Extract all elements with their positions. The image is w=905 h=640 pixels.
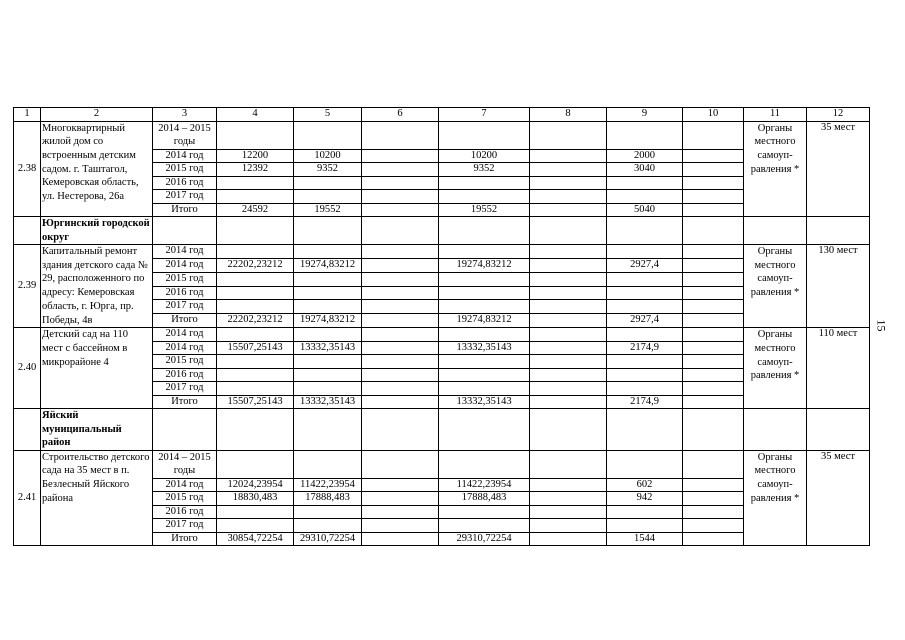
object-description: Капитальный ремонт здания детского сада № 29, расположенного по адресу: Кемеровская область, г. Юрга, пр. Победы, 4в xyxy=(41,245,153,328)
federal-funds xyxy=(294,368,362,382)
subsidy xyxy=(439,176,530,190)
total-cost: 15507,25143 xyxy=(217,341,294,355)
empty-cell xyxy=(530,505,607,519)
federal-funds: 19552 xyxy=(294,203,362,217)
column-header: 12 xyxy=(807,108,870,122)
column-header: 4 xyxy=(217,108,294,122)
column-header: 11 xyxy=(744,108,807,122)
federal-funds xyxy=(294,382,362,396)
total-cost xyxy=(217,272,294,286)
item-number: 2.39 xyxy=(14,245,41,328)
year-cell: 2016 год xyxy=(153,176,217,190)
table-row xyxy=(14,245,870,259)
federal-funds: 10200 xyxy=(294,149,362,163)
column-header: 8 xyxy=(530,108,607,122)
column-header: 6 xyxy=(362,108,439,122)
empty-cell xyxy=(744,217,807,245)
total-cost xyxy=(217,190,294,204)
year-cell: 2014 год xyxy=(153,341,217,355)
federal-funds xyxy=(294,505,362,519)
year-cell: 2016 год xyxy=(153,368,217,382)
local-budget: 602 xyxy=(607,478,683,492)
district-row xyxy=(14,409,870,451)
local-budget xyxy=(607,368,683,382)
total-cost: 12024,23954 xyxy=(217,478,294,492)
federal-funds: 9352 xyxy=(294,163,362,177)
empty-cell xyxy=(530,395,607,409)
responsible-org: Органы местного самоуп-равления * xyxy=(744,328,807,409)
empty-cell xyxy=(530,258,607,272)
capacity: 130 мест xyxy=(807,245,870,328)
subsidy xyxy=(439,190,530,204)
empty-cell xyxy=(683,272,744,286)
year-cell: Итого xyxy=(153,532,217,546)
empty-cell xyxy=(362,272,439,286)
empty-cell xyxy=(362,245,439,259)
capacity: 35 мест xyxy=(807,450,870,546)
total-cost xyxy=(217,300,294,314)
year-cell: 2017 год xyxy=(153,519,217,533)
empty-cell xyxy=(439,217,530,245)
empty-cell xyxy=(683,190,744,204)
total-cost: 15507,25143 xyxy=(217,395,294,409)
total-cost xyxy=(217,355,294,369)
local-budget xyxy=(607,121,683,149)
local-budget: 3040 xyxy=(607,163,683,177)
total-cost xyxy=(217,121,294,149)
year-cell: 2014 – 2015 годы xyxy=(153,450,217,478)
total-cost xyxy=(217,368,294,382)
table-row xyxy=(14,121,870,149)
federal-funds: 29310,72254 xyxy=(294,532,362,546)
federal-funds xyxy=(294,121,362,149)
empty-cell xyxy=(530,286,607,300)
federal-funds xyxy=(294,450,362,478)
empty-cell xyxy=(362,314,439,328)
table-row xyxy=(14,328,870,342)
empty-cell xyxy=(530,478,607,492)
empty-cell xyxy=(530,245,607,259)
empty-cell xyxy=(530,519,607,533)
empty-cell xyxy=(217,217,294,245)
subsidy: 29310,72254 xyxy=(439,532,530,546)
header-row xyxy=(14,108,870,122)
empty-cell xyxy=(683,163,744,177)
item-number: 2.40 xyxy=(14,328,41,409)
local-budget: 942 xyxy=(607,492,683,506)
empty-cell xyxy=(14,217,41,245)
subsidy: 13332,35143 xyxy=(439,341,530,355)
district-row xyxy=(14,217,870,245)
empty-cell xyxy=(683,149,744,163)
empty-cell xyxy=(683,176,744,190)
empty-cell xyxy=(530,409,607,451)
subsidy xyxy=(439,450,530,478)
year-cell: Итого xyxy=(153,395,217,409)
subsidy xyxy=(439,382,530,396)
subsidy: 9352 xyxy=(439,163,530,177)
federal-funds xyxy=(294,190,362,204)
empty-cell xyxy=(294,217,362,245)
local-budget xyxy=(607,450,683,478)
year-cell: 2015 год xyxy=(153,272,217,286)
empty-cell xyxy=(362,217,439,245)
empty-cell xyxy=(530,176,607,190)
local-budget: 5040 xyxy=(607,203,683,217)
empty-cell xyxy=(683,519,744,533)
empty-cell xyxy=(530,532,607,546)
object-description: Строительство детского сада на 35 мест в п. Безлесный Яйского района xyxy=(41,450,153,546)
empty-cell xyxy=(683,382,744,396)
empty-cell xyxy=(683,314,744,328)
federal-funds xyxy=(294,272,362,286)
federal-funds: 19274,83212 xyxy=(294,258,362,272)
empty-cell xyxy=(362,300,439,314)
empty-cell xyxy=(683,203,744,217)
empty-cell xyxy=(362,176,439,190)
empty-cell xyxy=(683,286,744,300)
empty-cell xyxy=(362,203,439,217)
empty-cell xyxy=(530,492,607,506)
federal-funds: 17888,483 xyxy=(294,492,362,506)
empty-cell xyxy=(807,409,870,451)
empty-cell xyxy=(362,409,439,451)
empty-cell xyxy=(530,190,607,204)
empty-cell xyxy=(362,492,439,506)
local-budget xyxy=(607,505,683,519)
empty-cell xyxy=(683,217,744,245)
empty-cell xyxy=(362,532,439,546)
local-budget: 2000 xyxy=(607,149,683,163)
empty-cell xyxy=(683,355,744,369)
empty-cell xyxy=(530,300,607,314)
empty-cell xyxy=(530,121,607,149)
empty-cell xyxy=(683,532,744,546)
local-budget xyxy=(607,245,683,259)
empty-cell xyxy=(530,328,607,342)
federal-funds xyxy=(294,245,362,259)
subsidy: 19552 xyxy=(439,203,530,217)
local-budget xyxy=(607,190,683,204)
subsidy: 13332,35143 xyxy=(439,395,530,409)
responsible-org: Органы местного самоуп-равления * xyxy=(744,450,807,546)
empty-cell xyxy=(362,478,439,492)
responsible-org: Органы местного самоуп-равления * xyxy=(744,121,807,217)
column-header: 9 xyxy=(607,108,683,122)
empty-cell xyxy=(607,217,683,245)
year-cell: 2014 год xyxy=(153,328,217,342)
total-cost xyxy=(217,245,294,259)
federal-funds xyxy=(294,176,362,190)
subsidy: 19274,83212 xyxy=(439,314,530,328)
item-number: 2.38 xyxy=(14,121,41,217)
local-budget xyxy=(607,328,683,342)
year-cell: 2015 год xyxy=(153,163,217,177)
year-cell: 2015 год xyxy=(153,492,217,506)
local-budget: 2174,9 xyxy=(607,395,683,409)
empty-cell xyxy=(607,409,683,451)
year-cell: 2016 год xyxy=(153,505,217,519)
federal-funds: 13332,35143 xyxy=(294,341,362,355)
empty-cell xyxy=(362,355,439,369)
district-name: Юргинский городской округ xyxy=(41,217,153,245)
year-cell: Итого xyxy=(153,314,217,328)
responsible-org: Органы местного самоуп-равления * xyxy=(744,245,807,328)
local-budget xyxy=(607,382,683,396)
total-cost xyxy=(217,382,294,396)
empty-cell xyxy=(362,149,439,163)
federal-funds xyxy=(294,355,362,369)
local-budget xyxy=(607,300,683,314)
local-budget: 1544 xyxy=(607,532,683,546)
empty-cell xyxy=(683,395,744,409)
local-budget xyxy=(607,286,683,300)
subsidy xyxy=(439,300,530,314)
total-cost: 22202,23212 xyxy=(217,314,294,328)
empty-cell xyxy=(530,368,607,382)
empty-cell xyxy=(362,368,439,382)
column-header: 5 xyxy=(294,108,362,122)
year-cell: 2014 год xyxy=(153,245,217,259)
empty-cell xyxy=(217,409,294,451)
empty-cell xyxy=(683,245,744,259)
local-budget xyxy=(607,519,683,533)
total-cost xyxy=(217,328,294,342)
subsidy: 19274,83212 xyxy=(439,258,530,272)
empty-cell xyxy=(683,478,744,492)
empty-cell xyxy=(683,258,744,272)
subsidy xyxy=(439,272,530,286)
subsidy xyxy=(439,505,530,519)
local-budget xyxy=(607,272,683,286)
local-budget: 2927,4 xyxy=(607,258,683,272)
empty-cell xyxy=(530,217,607,245)
empty-cell xyxy=(362,121,439,149)
federal-funds xyxy=(294,286,362,300)
subsidy xyxy=(439,368,530,382)
total-cost: 22202,23212 xyxy=(217,258,294,272)
object-description: Многоквартирный жилой дом со встроенным детским садом. г. Таштагол, Кемеровская область, ул. Нестерова, 26а xyxy=(41,121,153,217)
federal-funds xyxy=(294,328,362,342)
local-budget xyxy=(607,176,683,190)
total-cost xyxy=(217,519,294,533)
federal-funds: 11422,23954 xyxy=(294,478,362,492)
empty-cell xyxy=(683,450,744,478)
empty-cell xyxy=(683,368,744,382)
empty-cell xyxy=(683,121,744,149)
total-cost xyxy=(217,176,294,190)
capacity: 110 мест xyxy=(807,328,870,409)
column-header: 1 xyxy=(14,108,41,122)
year-cell: 2014 – 2015 годы xyxy=(153,121,217,149)
empty-cell xyxy=(683,505,744,519)
empty-cell xyxy=(683,492,744,506)
subsidy xyxy=(439,328,530,342)
empty-cell xyxy=(362,258,439,272)
empty-cell xyxy=(362,163,439,177)
empty-cell xyxy=(362,382,439,396)
subsidy: 17888,483 xyxy=(439,492,530,506)
year-cell: 2014 год xyxy=(153,149,217,163)
empty-cell xyxy=(362,450,439,478)
column-header: 2 xyxy=(41,108,153,122)
empty-cell xyxy=(153,217,217,245)
local-budget: 2174,9 xyxy=(607,341,683,355)
federal-funds: 13332,35143 xyxy=(294,395,362,409)
empty-cell xyxy=(362,328,439,342)
empty-cell xyxy=(362,341,439,355)
item-number: 2.41 xyxy=(14,450,41,546)
object-description: Детский сад на 110 мест с бассейном в микрорайоне 4 xyxy=(41,328,153,409)
empty-cell xyxy=(530,450,607,478)
empty-cell xyxy=(362,190,439,204)
page-number: 15 xyxy=(874,319,889,332)
local-budget: 2927,4 xyxy=(607,314,683,328)
empty-cell xyxy=(530,203,607,217)
total-cost: 24592 xyxy=(217,203,294,217)
subsidy: 10200 xyxy=(439,149,530,163)
empty-cell xyxy=(683,409,744,451)
federal-funds xyxy=(294,300,362,314)
empty-cell xyxy=(807,217,870,245)
district-name: Яйский муниципальный район xyxy=(41,409,153,451)
year-cell: 2017 год xyxy=(153,300,217,314)
empty-cell xyxy=(362,286,439,300)
total-cost xyxy=(217,450,294,478)
total-cost: 18830,483 xyxy=(217,492,294,506)
subsidy xyxy=(439,519,530,533)
federal-funds xyxy=(294,519,362,533)
total-cost xyxy=(217,286,294,300)
year-cell: 2014 год xyxy=(153,258,217,272)
empty-cell xyxy=(14,409,41,451)
empty-cell xyxy=(362,395,439,409)
total-cost: 30854,72254 xyxy=(217,532,294,546)
empty-cell xyxy=(439,409,530,451)
column-header: 10 xyxy=(683,108,744,122)
year-cell: 2014 год xyxy=(153,478,217,492)
empty-cell xyxy=(744,409,807,451)
column-header: 3 xyxy=(153,108,217,122)
empty-cell xyxy=(362,505,439,519)
empty-cell xyxy=(683,341,744,355)
federal-funds: 19274,83212 xyxy=(294,314,362,328)
program-table xyxy=(13,107,870,546)
year-cell: 2016 год xyxy=(153,286,217,300)
empty-cell xyxy=(530,272,607,286)
empty-cell xyxy=(362,519,439,533)
subsidy xyxy=(439,286,530,300)
total-cost xyxy=(217,505,294,519)
empty-cell xyxy=(530,314,607,328)
local-budget xyxy=(607,355,683,369)
subsidy xyxy=(439,245,530,259)
subsidy xyxy=(439,355,530,369)
year-cell: 2017 год xyxy=(153,190,217,204)
empty-cell xyxy=(530,382,607,396)
year-cell: 2017 год xyxy=(153,382,217,396)
year-cell: Итого xyxy=(153,203,217,217)
empty-cell xyxy=(530,163,607,177)
total-cost: 12200 xyxy=(217,149,294,163)
capacity: 35 мест xyxy=(807,121,870,217)
empty-cell xyxy=(683,300,744,314)
subsidy xyxy=(439,121,530,149)
empty-cell xyxy=(294,409,362,451)
total-cost: 12392 xyxy=(217,163,294,177)
empty-cell xyxy=(530,341,607,355)
table-row xyxy=(14,450,870,478)
empty-cell xyxy=(683,328,744,342)
year-cell: 2015 год xyxy=(153,355,217,369)
empty-cell xyxy=(530,149,607,163)
empty-cell xyxy=(153,409,217,451)
empty-cell xyxy=(530,355,607,369)
subsidy: 11422,23954 xyxy=(439,478,530,492)
column-header: 7 xyxy=(439,108,530,122)
